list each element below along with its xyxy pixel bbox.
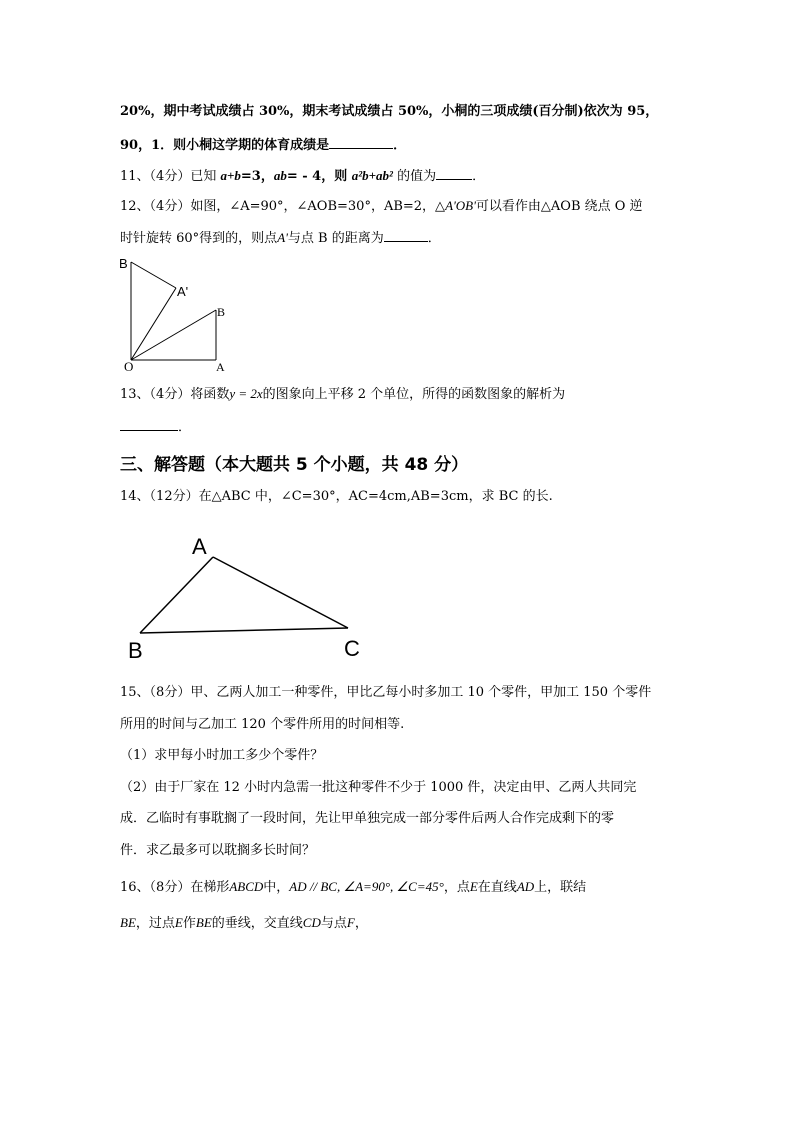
q16-text: 在直线 bbox=[477, 880, 517, 895]
q11-end: ． bbox=[472, 169, 486, 184]
q14-text: 14、（12分）在△ABC 中，∠C=30°，AC=4cm,AB=3cm，求 BC 的长. bbox=[120, 489, 553, 504]
q12-point-symbol: A' bbox=[277, 230, 288, 245]
q12-triangle-symbol: A'OB' bbox=[445, 198, 476, 213]
segment-OA-prime bbox=[131, 288, 176, 360]
q12-figure bbox=[110, 250, 250, 375]
q14-figure bbox=[120, 530, 380, 665]
label-b: B bbox=[128, 638, 143, 663]
q12-text: 可以看作由△AOB 绕点 O 逆 bbox=[475, 199, 643, 214]
q16-text: ， bbox=[354, 916, 368, 931]
answer-blank bbox=[384, 229, 428, 242]
q16-text: 作 bbox=[182, 916, 196, 931]
q16-condition: AD // BC, ∠A=90°, ∠C=45° bbox=[289, 879, 444, 894]
q10-end: ． bbox=[393, 138, 407, 153]
q16-text: ，点 bbox=[443, 880, 470, 895]
q16-symbol: E bbox=[469, 879, 478, 894]
q15-sub1: （1）求甲每小时加工多少个零件？ bbox=[120, 748, 324, 763]
q12-line2 bbox=[120, 229, 441, 247]
segment-OB bbox=[131, 310, 216, 360]
q16-symbol: BE bbox=[120, 915, 136, 930]
segment-AB bbox=[140, 557, 213, 633]
q16-text: 上，联结 bbox=[534, 880, 587, 895]
q16-line1 bbox=[120, 879, 586, 896]
q11-prefix: 11、（4分）已知 bbox=[120, 169, 221, 184]
label-o: O bbox=[124, 359, 134, 374]
segment-AC bbox=[213, 557, 348, 628]
q13-suffix: 的图象向上平移 2 个单位，所得的函数图象的解析为 bbox=[262, 387, 566, 402]
answer-blank bbox=[329, 136, 393, 149]
q16-text: 的垂线，交直线 bbox=[211, 916, 303, 931]
label-c: C bbox=[344, 636, 360, 661]
q16-symbol: CD bbox=[302, 915, 321, 930]
q13-line1 bbox=[120, 386, 565, 403]
q15-line1: 15、（8分）甲、乙两人加工一种零件，甲比乙每小时多加工 10 个零件，甲加工 150 个零件 bbox=[120, 685, 652, 700]
q15-sub2-line1: （2）由于厂家在 12 小时内急需一批这种零件不少于 1000 件，决定由甲、乙两人共同完 bbox=[120, 780, 637, 795]
q11-eq2: = - 4，则 bbox=[286, 169, 352, 184]
label-a-prime: A' bbox=[177, 284, 189, 299]
q13-line2 bbox=[120, 418, 191, 436]
q11-eq1: =3， bbox=[240, 169, 274, 184]
label-a: A bbox=[192, 534, 207, 559]
q15-sub2-line3: 件．求乙最多可以耽搁多长时间？ bbox=[120, 843, 316, 858]
q16-symbol: F bbox=[346, 915, 355, 930]
q13-end: ． bbox=[178, 420, 192, 435]
q12-text: 与点 B 的距离为 bbox=[287, 231, 384, 246]
q16-symbol: AD bbox=[516, 879, 535, 894]
q11-expr3: a²b+ab² bbox=[351, 168, 393, 183]
q13-prefix: 13、（4分）将函数 bbox=[120, 387, 230, 402]
q12-line1 bbox=[120, 198, 643, 215]
q11-suffix: 的值为 bbox=[392, 169, 437, 184]
q16-symbol: BE bbox=[195, 915, 212, 930]
q16-text: 中， bbox=[263, 880, 290, 895]
q15-sub2-line2: 成．乙临时有事耽搁了一段时间，先让甲单独完成一部分零件后两人合作完成剩下的零 bbox=[120, 811, 615, 826]
q12-text: 时针旋转 60°得到的，则点 bbox=[120, 231, 278, 246]
section-title: 三、解答题（本大题共 5 个小题，共 48 分） bbox=[120, 455, 469, 475]
q10-text: 90，1．则小桐这学期的体育成绩是 bbox=[120, 138, 330, 153]
q16-symbol: ABCD bbox=[229, 879, 264, 894]
q10-line2 bbox=[120, 136, 406, 154]
q10-line1: 20%，期中考试成绩占 30%，期末考试成绩占 50%，小桐的三项成绩(百分制)依次为 95， bbox=[120, 104, 659, 119]
q15-line2: 所用的时间与乙加工 120 个零件所用的时间相等. bbox=[120, 717, 405, 732]
q16-line2 bbox=[120, 915, 368, 932]
label-b: B bbox=[217, 305, 226, 319]
segment-B-prime-A-prime bbox=[131, 262, 176, 288]
answer-blank bbox=[436, 167, 472, 180]
segment-BC bbox=[140, 628, 348, 633]
q11-expr2: ab bbox=[273, 168, 287, 183]
q12-end: ． bbox=[427, 231, 441, 246]
label-b-prime: B bbox=[119, 256, 128, 271]
q16-text: ，过点 bbox=[135, 916, 175, 931]
answer-blank bbox=[120, 418, 178, 431]
q12-text: 12、（4分）如图，∠A=90°，∠AOB=30°，AB=2，△ bbox=[120, 199, 446, 214]
q16-symbol: E bbox=[174, 915, 183, 930]
q13-function: y = 2x bbox=[229, 386, 263, 401]
q16-text: 16、（8分）在梯形 bbox=[120, 880, 230, 895]
label-a: A bbox=[216, 360, 225, 374]
q11 bbox=[120, 167, 485, 185]
q11-expr1: a+b bbox=[220, 168, 241, 183]
q16-text: 与点 bbox=[320, 916, 347, 931]
